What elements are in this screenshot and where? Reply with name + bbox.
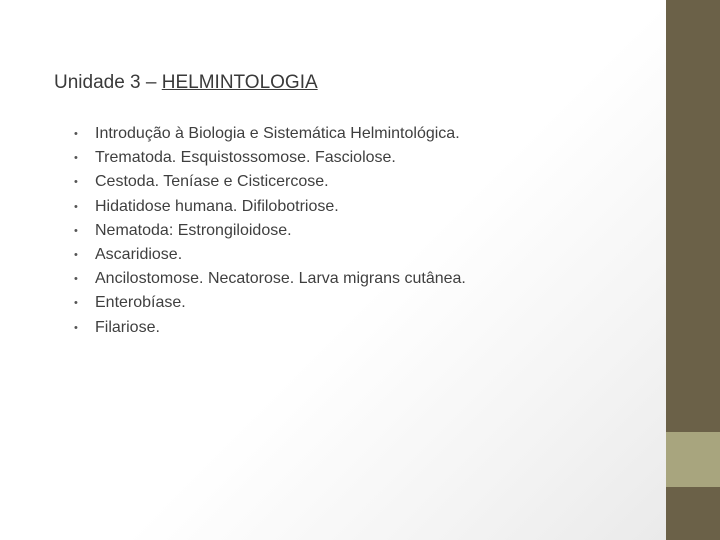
list-item-text: Cestoda. Teníase e Cisticercose. xyxy=(95,173,329,191)
bullet-icon: • xyxy=(74,297,78,310)
list-item xyxy=(74,243,466,267)
title-main: HELMINTOLOGIA xyxy=(161,72,318,93)
list-item xyxy=(74,267,466,291)
list-item-text: Hidatidose humana. Difilobotriose. xyxy=(95,197,339,215)
sidebar-dark-block xyxy=(666,0,720,432)
list-item xyxy=(74,170,466,194)
title-prefix: Unidade 3 – xyxy=(54,72,162,93)
list-item xyxy=(74,122,466,146)
list-item-text: Trematoda. Esquistossomose. Fasciolose. xyxy=(95,149,396,167)
list-item xyxy=(74,146,466,170)
list-item-text: Nematoda: Estrongiloidose. xyxy=(95,221,292,239)
bullet-icon: • xyxy=(74,248,78,261)
bullet-icon: • xyxy=(74,200,78,213)
list-item xyxy=(74,195,466,219)
sidebar-bottom-block xyxy=(666,487,720,540)
list-item xyxy=(74,219,466,243)
list-item-text: Ascaridiose. xyxy=(95,245,183,263)
slide-title xyxy=(54,72,318,94)
list-item-text: Filariose. xyxy=(95,318,160,336)
bullet-icon: • xyxy=(74,128,78,140)
list-item xyxy=(74,291,466,315)
list-item-text: Ancilostomose. Necatorose. Larva migrans cutânea. xyxy=(95,270,466,288)
bullet-icon: • xyxy=(74,152,78,165)
bullet-icon: • xyxy=(74,176,78,189)
bullet-icon: • xyxy=(74,321,78,334)
list-item-text: Introdução à Biologia e Sistemática Helmintológica. xyxy=(95,125,460,142)
bullet-icon: • xyxy=(74,273,78,286)
topic-list xyxy=(74,122,466,340)
sidebar-accent-block xyxy=(666,432,720,487)
bullet-icon: • xyxy=(74,224,78,237)
list-item-text: Enterobíase. xyxy=(95,294,186,312)
list-item xyxy=(74,316,466,340)
